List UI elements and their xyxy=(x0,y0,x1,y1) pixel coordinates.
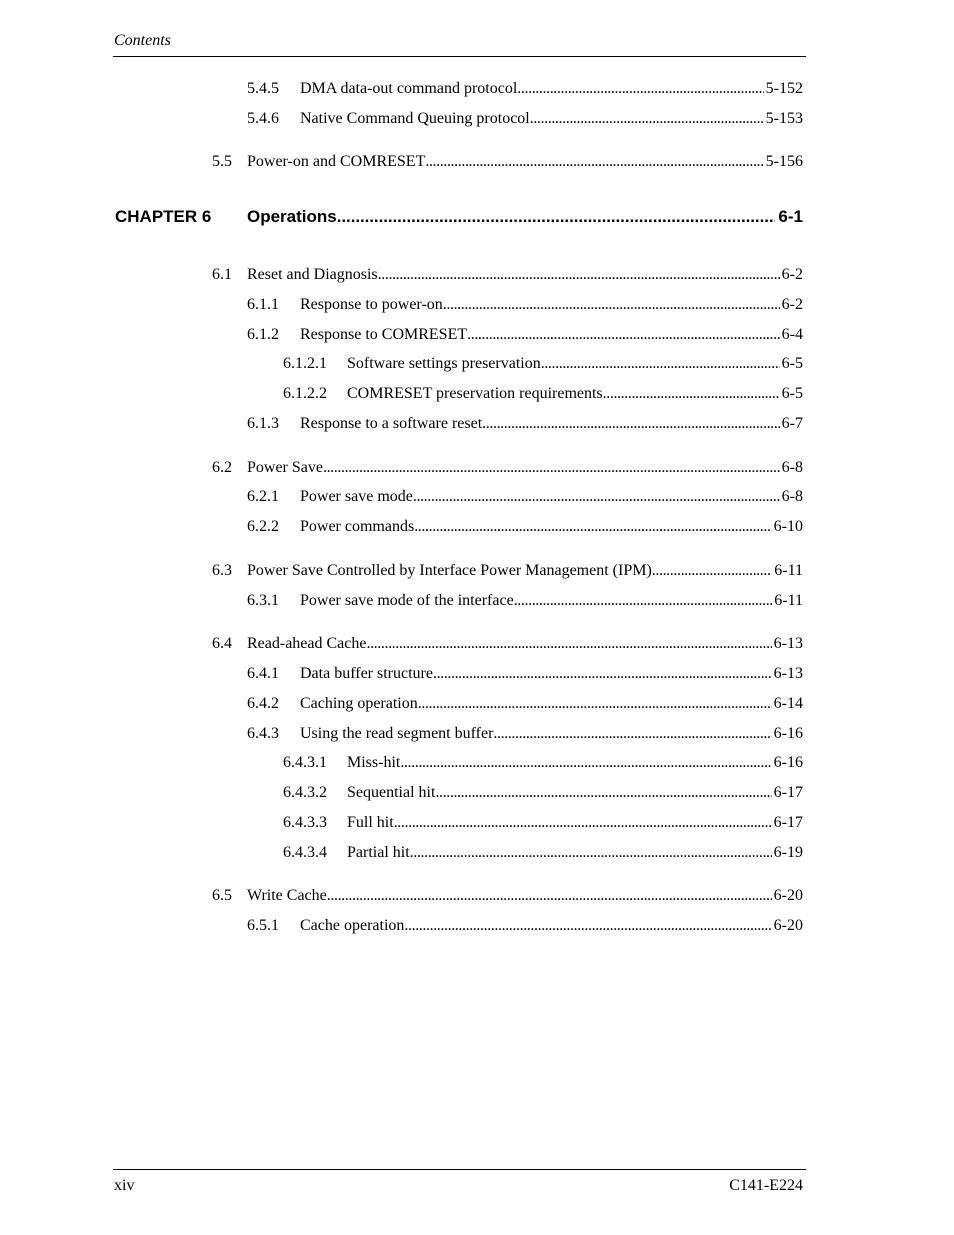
toc-entry-title: Native Command Queuing protocol xyxy=(300,110,530,127)
toc-entry[interactable] xyxy=(212,634,803,654)
dot-leader xyxy=(410,843,772,863)
toc-entry-page: 6-7 xyxy=(781,415,803,432)
toc-entry-title: Cache operation xyxy=(300,917,405,934)
dot-leader xyxy=(467,325,780,345)
toc-entry[interactable] xyxy=(247,724,803,744)
dot-leader xyxy=(337,206,776,228)
toc-entry-number: 6.4.2 xyxy=(247,695,279,712)
toc-entry-title: Power-on and COMRESET xyxy=(247,153,426,170)
toc-entry-title: Using the read segment buffer xyxy=(300,725,494,742)
toc-entry[interactable] xyxy=(212,561,803,581)
toc-entry-page: 6-8 xyxy=(781,459,803,476)
toc-entry-number: 6.4 xyxy=(212,635,232,652)
toc-entry-number: 6.1.2.2 xyxy=(283,385,327,402)
toc-entry-number: 6.5.1 xyxy=(247,917,279,934)
toc-entry-number: 6.4.3.2 xyxy=(283,784,327,801)
toc-entry-page: 5-152 xyxy=(765,80,803,97)
toc-entry-page: 6-11 xyxy=(774,592,803,609)
chapter-title: Operations xyxy=(247,207,337,226)
toc-entry-title: Software settings preservation xyxy=(347,355,541,372)
dot-leader xyxy=(530,109,764,129)
dot-leader xyxy=(418,694,772,714)
footer-doc-id: C141-E224 xyxy=(729,1177,803,1194)
toc-entry-title: Caching operation xyxy=(300,695,418,712)
toc-entry-number: 6.1 xyxy=(212,266,232,283)
dot-leader xyxy=(414,517,771,537)
toc-entry-number: 6.4.3.1 xyxy=(283,754,327,771)
toc-entry[interactable] xyxy=(283,813,803,833)
footer-rule xyxy=(113,1169,806,1170)
toc-entry[interactable] xyxy=(283,783,803,803)
running-header-title: Contents xyxy=(114,32,171,49)
toc-entry-page: 6-17 xyxy=(773,814,803,831)
dot-leader xyxy=(404,916,771,936)
toc-entry[interactable] xyxy=(212,152,803,172)
chapter-label: CHAPTER 6 xyxy=(115,207,212,226)
toc-entry-number: 6.3 xyxy=(212,562,232,579)
dot-leader xyxy=(493,724,771,744)
toc-entry[interactable] xyxy=(283,753,803,773)
toc-entry-title: Response to a software reset xyxy=(300,415,483,432)
toc-entry-title: Read-ahead Cache xyxy=(247,635,367,652)
toc-entry-title: Power save mode xyxy=(300,488,413,505)
dot-leader xyxy=(378,265,780,285)
toc-entry-number: 6.3.1 xyxy=(247,592,279,609)
toc-entry-page: 6-16 xyxy=(773,725,803,742)
dot-leader xyxy=(323,458,780,478)
dot-leader xyxy=(394,813,772,833)
toc-entry[interactable] xyxy=(247,517,803,537)
header-rule xyxy=(113,56,806,57)
toc-entry-page: 6-14 xyxy=(773,695,803,712)
toc-entry-number: 5.5 xyxy=(212,153,232,170)
toc-entry-page: 6-19 xyxy=(773,844,803,861)
dot-leader xyxy=(443,295,780,315)
toc-entry[interactable] xyxy=(247,591,803,611)
toc-entry-page: 6-13 xyxy=(773,635,803,652)
toc-entry-title: Power Save xyxy=(247,459,323,476)
toc-entry[interactable] xyxy=(247,414,803,434)
dot-leader xyxy=(425,152,763,172)
toc-entry[interactable] xyxy=(247,664,803,684)
toc-entry-title: Power save mode of the interface xyxy=(300,592,514,609)
dot-leader xyxy=(366,634,771,654)
dot-leader xyxy=(514,591,773,611)
dot-leader xyxy=(435,783,771,803)
toc-entry-page: 6-13 xyxy=(773,665,803,682)
toc-entry[interactable] xyxy=(283,354,803,374)
toc-entry-page: 6-5 xyxy=(781,355,803,372)
toc-entry-number: 6.1.2.1 xyxy=(283,355,327,372)
toc-entry-number: 6.4.3.3 xyxy=(283,814,327,831)
toc-entry-title: Power commands xyxy=(300,518,415,535)
toc-entry-page: 6-10 xyxy=(773,518,803,535)
toc-entry[interactable] xyxy=(247,487,803,507)
toc-entry-page: 6-16 xyxy=(773,754,803,771)
toc-entry-page: 6-11 xyxy=(774,562,803,579)
toc-entry[interactable] xyxy=(247,109,803,129)
toc-entry-page: 6-2 xyxy=(781,266,803,283)
toc-entry-number: 6.1.2 xyxy=(247,326,279,343)
toc-entry-page: 6-2 xyxy=(781,296,803,313)
toc-entry-page: 6-5 xyxy=(781,385,803,402)
toc-entry-number: 6.4.3 xyxy=(247,725,279,742)
toc-entry-title: Data buffer structure xyxy=(300,665,433,682)
toc-entry-number: 6.1.1 xyxy=(247,296,279,313)
dot-leader xyxy=(433,664,772,684)
toc-entry-title: Power Save Controlled by Interface Power Management (IPM) xyxy=(247,562,652,579)
dot-leader xyxy=(652,561,772,581)
toc-entry-page: 6-20 xyxy=(773,917,803,934)
dot-leader xyxy=(400,753,771,773)
toc-entry-page: 6-20 xyxy=(773,887,803,904)
toc-entry[interactable] xyxy=(283,843,803,863)
toc-entry[interactable] xyxy=(212,886,803,906)
toc-entry-page: 6-17 xyxy=(773,784,803,801)
dot-leader xyxy=(541,354,780,374)
toc-entry[interactable] xyxy=(247,916,803,936)
toc-entry-page: 6-4 xyxy=(781,326,803,343)
toc-entry-number: 6.1.3 xyxy=(247,415,279,432)
chapter-heading[interactable] xyxy=(115,206,803,228)
toc-entry-number: 6.5 xyxy=(212,887,232,904)
toc-entry-page: 6-8 xyxy=(781,488,803,505)
toc-entry-number: 6.2 xyxy=(212,459,232,476)
toc-entry-number: 6.4.1 xyxy=(247,665,279,682)
toc-entry-title: Full hit xyxy=(347,814,394,831)
toc-entry-title: Response to power-on xyxy=(300,296,443,313)
toc-entry[interactable] xyxy=(247,79,803,99)
dot-leader xyxy=(517,79,763,99)
toc-entry-title: Reset and Diagnosis xyxy=(247,266,378,283)
toc-entry-number: 5.4.5 xyxy=(247,80,279,97)
toc-entry[interactable] xyxy=(247,325,803,345)
footer-page-number: xiv xyxy=(114,1177,135,1194)
toc-entry-page: 5-156 xyxy=(765,153,803,170)
toc-entry[interactable] xyxy=(212,458,803,478)
toc-entry-title: Sequential hit xyxy=(347,784,436,801)
toc-entry-number: 6.4.3.4 xyxy=(283,844,327,861)
dot-leader xyxy=(482,414,780,434)
toc-entry[interactable] xyxy=(247,295,803,315)
toc-entry-number: 5.4.6 xyxy=(247,110,279,127)
dot-leader xyxy=(603,384,780,404)
dot-leader xyxy=(327,886,772,906)
chapter-page: 6-1 xyxy=(778,207,803,226)
toc-entry-title: DMA data-out command protocol xyxy=(300,80,518,97)
toc-entry[interactable] xyxy=(212,265,803,285)
toc-entry-title: Miss-hit xyxy=(347,754,401,771)
toc-entry-title: Write Cache xyxy=(247,887,327,904)
toc-entry-title: Response to COMRESET xyxy=(300,326,468,343)
toc-entry[interactable] xyxy=(283,384,803,404)
toc-entry[interactable] xyxy=(247,694,803,714)
toc-entry-number: 6.2.1 xyxy=(247,488,279,505)
toc-entry-number: 6.2.2 xyxy=(247,518,279,535)
toc-entry-title: COMRESET preservation requirements xyxy=(347,385,603,402)
toc-entry-page: 5-153 xyxy=(765,110,803,127)
toc-entry-title: Partial hit xyxy=(347,844,410,861)
dot-leader xyxy=(413,487,780,507)
